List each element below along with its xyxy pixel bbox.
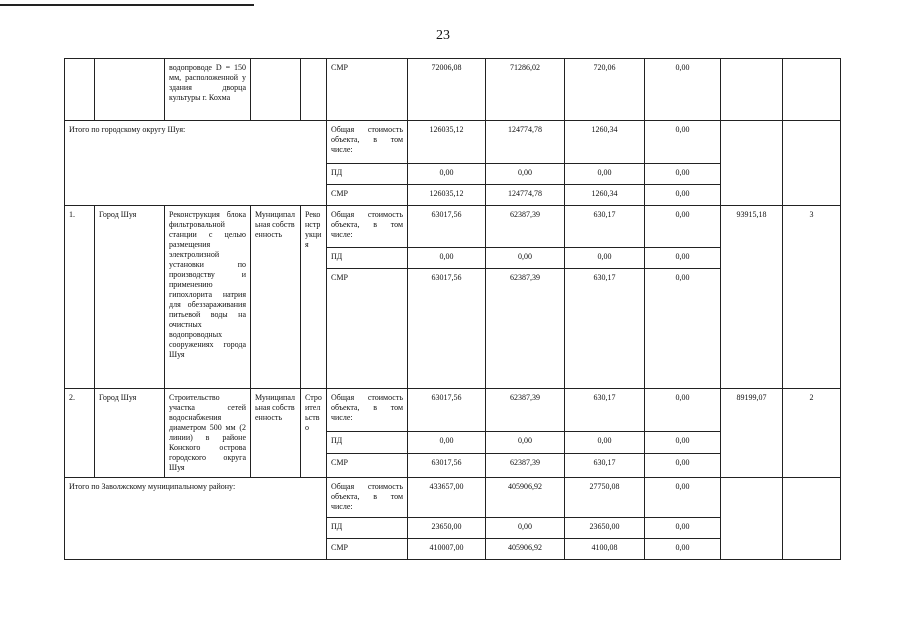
cell-value: 0,00 (565, 432, 645, 453)
page-number: 23 (436, 28, 450, 43)
cell-num: 1. (65, 206, 95, 389)
cell-location (95, 59, 165, 121)
cell-cost-type: Общая стоимость объекта, в том числе: (327, 478, 408, 518)
cell-description: водопроводе D = 150 мм, расположенной у здания дворца культуры г. Кохма (165, 59, 251, 121)
cell-value: 62387,39 (486, 206, 565, 248)
budget-table (64, 58, 841, 560)
cell-cost-type: СМР (327, 453, 408, 477)
cell-value: 405906,92 (486, 478, 565, 518)
cell-owner: Муниципальная собственность (251, 389, 301, 478)
cell-value: 4100,08 (565, 539, 645, 560)
cell-owner: Муниципальная собственность (251, 206, 301, 389)
cell-extra1 (721, 59, 783, 121)
cell-location: Город Шуя (95, 206, 165, 389)
cell-cost-type: ПД (327, 248, 408, 269)
cell-value: 0,00 (645, 432, 721, 453)
cell-value: 23650,00 (408, 518, 486, 539)
cell-value: 27750,08 (565, 478, 645, 518)
cell-work: Реконструкция (301, 206, 327, 389)
cell-value: 0,00 (645, 185, 721, 206)
cell-owner (251, 59, 301, 121)
total-label: Итого по городскому округу Шуя: (65, 121, 327, 206)
cell-value: 0,00 (645, 518, 721, 539)
cell-value: 410007,00 (408, 539, 486, 560)
cell-value: 71286,02 (486, 59, 565, 121)
cell-value: 630,17 (565, 453, 645, 477)
cell-description: Реконструкция блока фильтровальной станции с целью размещения электролизной установки по производству и применению гипохлорита натрия для обеззараживания питьевой воды на очистных водопроводных сооружениях города Шуя (165, 206, 251, 389)
cell-value: 0,00 (645, 453, 721, 477)
cell-value: 0,00 (645, 478, 721, 518)
cell-value: 0,00 (645, 389, 721, 432)
cell-value: 62387,39 (486, 453, 565, 477)
cell-value: 0,00 (645, 206, 721, 248)
cell-value: 0,00 (645, 539, 721, 560)
cell-location: Город Шуя (95, 389, 165, 478)
cell-extra2 (783, 478, 841, 560)
cell-value: 0,00 (486, 248, 565, 269)
cell-value: 0,00 (486, 164, 565, 185)
cell-cost-type: Общая стоимость объекта, в том числе: (327, 389, 408, 432)
cell-value: 0,00 (645, 59, 721, 121)
cell-value: 0,00 (565, 248, 645, 269)
cell-value: 0,00 (408, 248, 486, 269)
cell-work (301, 59, 327, 121)
cell-extra2: 3 (783, 206, 841, 389)
cell-value: 433657,00 (408, 478, 486, 518)
cell-cost-type: Общая стоимость объекта, в том числе: (327, 121, 408, 164)
cell-value: 0,00 (645, 269, 721, 389)
cell-value: 63017,56 (408, 389, 486, 432)
cell-value: 63017,56 (408, 269, 486, 389)
cell-extra1 (721, 478, 783, 560)
cell-work: Строительство (301, 389, 327, 478)
cell-value: 1260,34 (565, 121, 645, 164)
cell-value: 63017,56 (408, 206, 486, 248)
cell-value: 62387,39 (486, 269, 565, 389)
cell-value: 0,00 (645, 121, 721, 164)
cell-value: 23650,00 (565, 518, 645, 539)
cell-value: 0,00 (565, 164, 645, 185)
cell-value: 0,00 (408, 432, 486, 453)
cell-value: 0,00 (408, 164, 486, 185)
cell-value: 0,00 (645, 248, 721, 269)
cell-value: 0,00 (645, 164, 721, 185)
cell-extra1 (721, 121, 783, 206)
cell-extra1: 89199,07 (721, 389, 783, 478)
cell-extra1: 93915,18 (721, 206, 783, 389)
cell-value: 126035,12 (408, 121, 486, 164)
cell-value: 630,17 (565, 389, 645, 432)
cell-cost-type: ПД (327, 518, 408, 539)
cell-num: 2. (65, 389, 95, 478)
cell-value: 405906,92 (486, 539, 565, 560)
cell-value: 124774,78 (486, 185, 565, 206)
cell-value: 1260,34 (565, 185, 645, 206)
cell-extra2: 2 (783, 389, 841, 478)
cell-extra2 (783, 59, 841, 121)
cell-value: 72006,08 (408, 59, 486, 121)
cell-value: 0,00 (486, 432, 565, 453)
cell-value: 630,17 (565, 206, 645, 248)
cell-value: 63017,56 (408, 453, 486, 477)
cell-cost-type: Общая стоимость объекта, в том числе: (327, 206, 408, 248)
table-row (65, 121, 841, 164)
table-row (65, 59, 841, 121)
total-label: Итого по Заволжскому муниципальному району: (65, 478, 327, 560)
cell-num (65, 59, 95, 121)
cell-value: 124774,78 (486, 121, 565, 164)
table-row (65, 389, 841, 432)
cell-value: 630,17 (565, 269, 645, 389)
cell-value: 62387,39 (486, 389, 565, 432)
cell-cost-type: СМР (327, 269, 408, 389)
cell-description: Строительство участка сетей водоснабжения диаметром 500 мм (2 линии) в районе Конского острова городского округа Шуя (165, 389, 251, 478)
cell-cost-type: СМР (327, 59, 408, 121)
cell-value: 0,00 (486, 518, 565, 539)
table-row (65, 206, 841, 248)
cell-cost-type: ПД (327, 164, 408, 185)
header-rule (0, 4, 254, 6)
cell-cost-type: СМР (327, 185, 408, 206)
cell-cost-type: ПД (327, 432, 408, 453)
table-row (65, 478, 841, 518)
cell-value: 126035,12 (408, 185, 486, 206)
cell-extra2 (783, 121, 841, 206)
cell-cost-type: СМР (327, 539, 408, 560)
cell-value: 720,06 (565, 59, 645, 121)
